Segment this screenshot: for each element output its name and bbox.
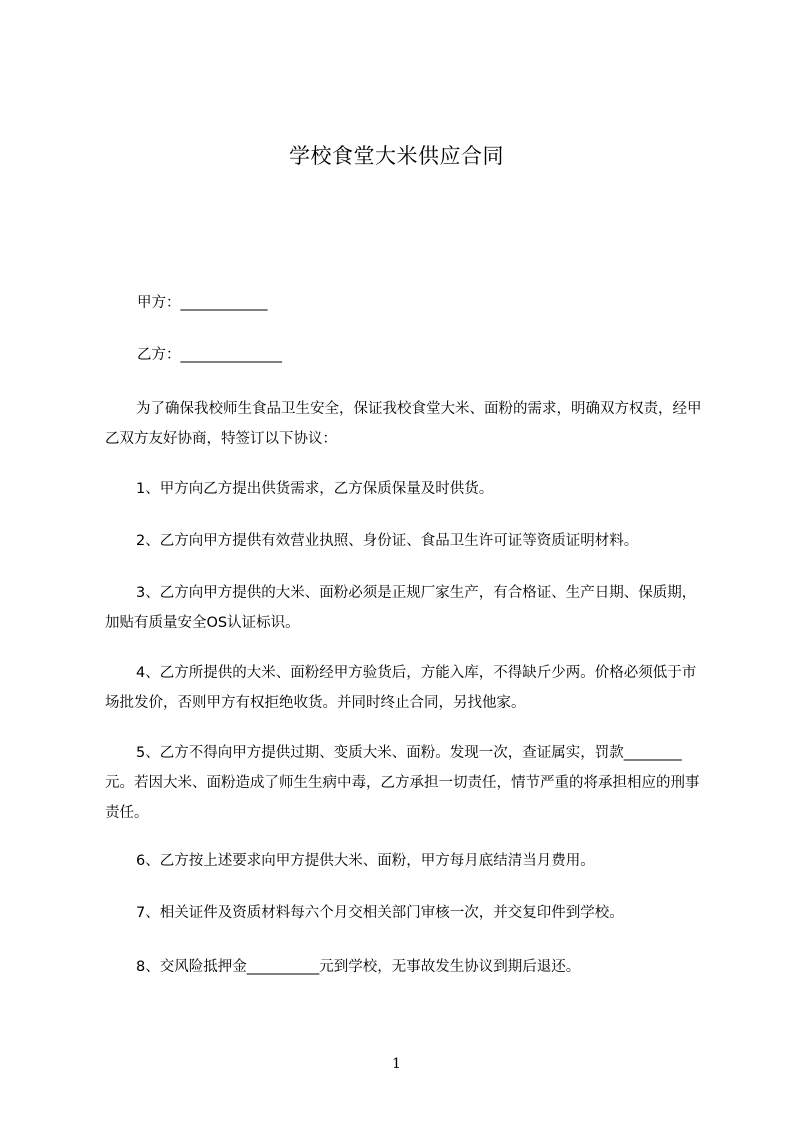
clause-8: 8、交风险抵押金__________元到学校，无事故发生协议到期后退还。 (136, 959, 581, 975)
document-title: 学校食堂大米供应合同 (289, 144, 504, 168)
clause-4: 4、乙方所提供的大米、面粉经甲方验货后，方能入库，不得缺斤少两。价格必须低于市场批发价，否则甲方有权拒绝收货。并同时终止合同，另找他家。 (105, 665, 697, 711)
intro-paragraph: 为了确保我校师生食品卫生安全，保证我校食堂大米、面粉的需求，明确双方权责，经甲乙双方友好协商，特签订以下协议： (105, 401, 702, 447)
clause-2: 2、乙方向甲方提供有效营业执照、身份证、食品卫生许可证等资质证明材料。 (136, 533, 639, 549)
clause-3: 3、乙方向甲方提供的大米、面粉必须是正规厂家生产，有合格证、生产日期、保质期，加贴有质量安全OS认证标识。 (105, 585, 697, 631)
clause-1: 1、甲方向乙方提出供货需求，乙方保质保量及时供货。 (136, 481, 494, 497)
party-b-line: 乙方：______________ (137, 347, 282, 363)
page-number: 1 (392, 1056, 401, 1072)
party-a-line: 甲方：____________ (137, 295, 268, 311)
clause-6: 6、乙方按上述要求向甲方提供大米、面粉，甲方每月底结清当月费用。 (136, 853, 595, 869)
clause-5: 5、乙方不得向甲方提供过期、变质大米、面粉。发现一次，查证属实，罚款________元。若因大米、面粉造成了师生生病中毒，乙方承担一切责任，情节严重的将承担相应的刑事责任。 (105, 745, 700, 821)
clause-7: 7、相关证件及资质材料每六个月交相关部门审核一次，并交复印件到学校。 (136, 905, 624, 921)
